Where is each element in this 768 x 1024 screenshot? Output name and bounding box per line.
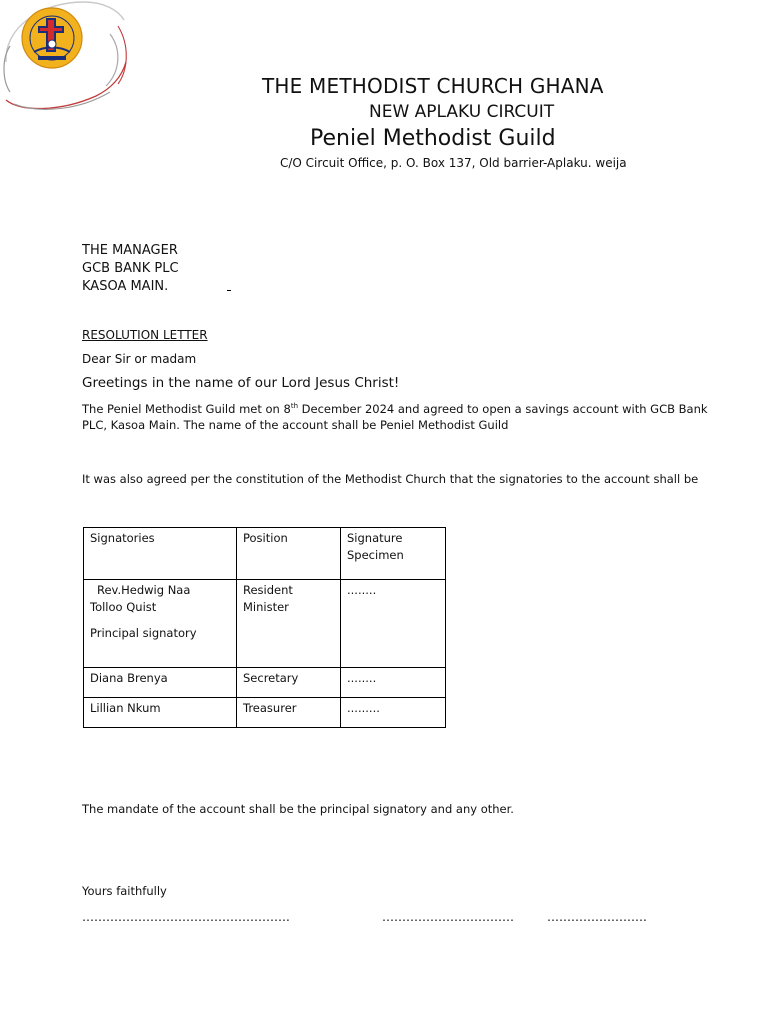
paragraph-2: It was also agreed per the constitution of the Methodist Church that the signatories to the account shall be [82,472,699,486]
signature-cell: ........ [341,668,446,698]
salutation: Dear Sir or madam [82,352,197,366]
position-cell: Secretary [237,668,341,698]
greeting: Greetings in the name of our Lord Jesus Christ! [82,375,400,391]
signatory-name-cell: Diana Brenya [84,668,237,698]
signatories-table [83,527,446,728]
position-cell: Treasurer [237,698,341,728]
guild-name: Peniel Methodist Guild [310,126,556,151]
header-signature [341,528,446,580]
header-signatories: Signatories [84,528,237,580]
signatory-name-cell [84,580,237,668]
subject-line: RESOLUTION LETTER [82,328,208,342]
ordinal-suffix: th [290,402,299,411]
recipient-line-1: THE MANAGER [82,243,178,258]
signatory-name-line-2: Tolloo Quist [90,600,157,614]
header-signature-line-2: Specimen [347,548,404,562]
paragraph-1-line-2: PLC, Kasoa Main. The name of the account shall be Peniel Methodist Guild [82,418,509,432]
table-row [84,668,446,698]
principal-signatory-note: Principal signatory [90,626,197,640]
church-logo [0,0,130,115]
circuit-name: NEW APLAKU CIRCUIT [369,102,555,122]
signature-line-3: ……………………. [547,910,647,924]
paragraph-1-text-a: The Peniel Methodist Guild met on 8 [82,402,291,416]
church-name: THE METHODIST CHURCH GHANA [262,74,604,98]
table-row [84,698,446,728]
table-row [84,580,446,668]
recipient-line-3: KASOA MAIN. [82,279,169,294]
table-header-row [84,528,446,580]
closing: Yours faithfully [82,884,167,898]
signatory-name-cell: Lillian Nkum [84,698,237,728]
address-line: C/O Circuit Office, p. O. Box 137, Old barrier-Aplaku. weija [280,156,627,170]
recipient-line-2: GCB BANK PLC [82,261,179,276]
mandate-statement: The mandate of the account shall be the principal signatory and any other. [82,802,514,816]
signature-line-1: ……………………………………………. [82,910,290,924]
paragraph-1-text-b: December 2024 and agreed to open a savings account with GCB Bank [298,402,708,416]
header-signature-line-1: Signature [347,531,403,545]
paragraph-1-line-1 [82,402,708,416]
stray-mark [227,290,231,291]
signature-line-2: …………………………… [382,910,514,924]
position-line-2: Minister [243,600,289,614]
header-position: Position [237,528,341,580]
position-line-1: Resident [243,583,293,597]
signature-cell: ........ [341,580,446,668]
signatory-name-line-1: Rev.Hedwig Naa [97,583,191,597]
signature-cell: ......... [341,698,446,728]
position-cell [237,580,341,668]
